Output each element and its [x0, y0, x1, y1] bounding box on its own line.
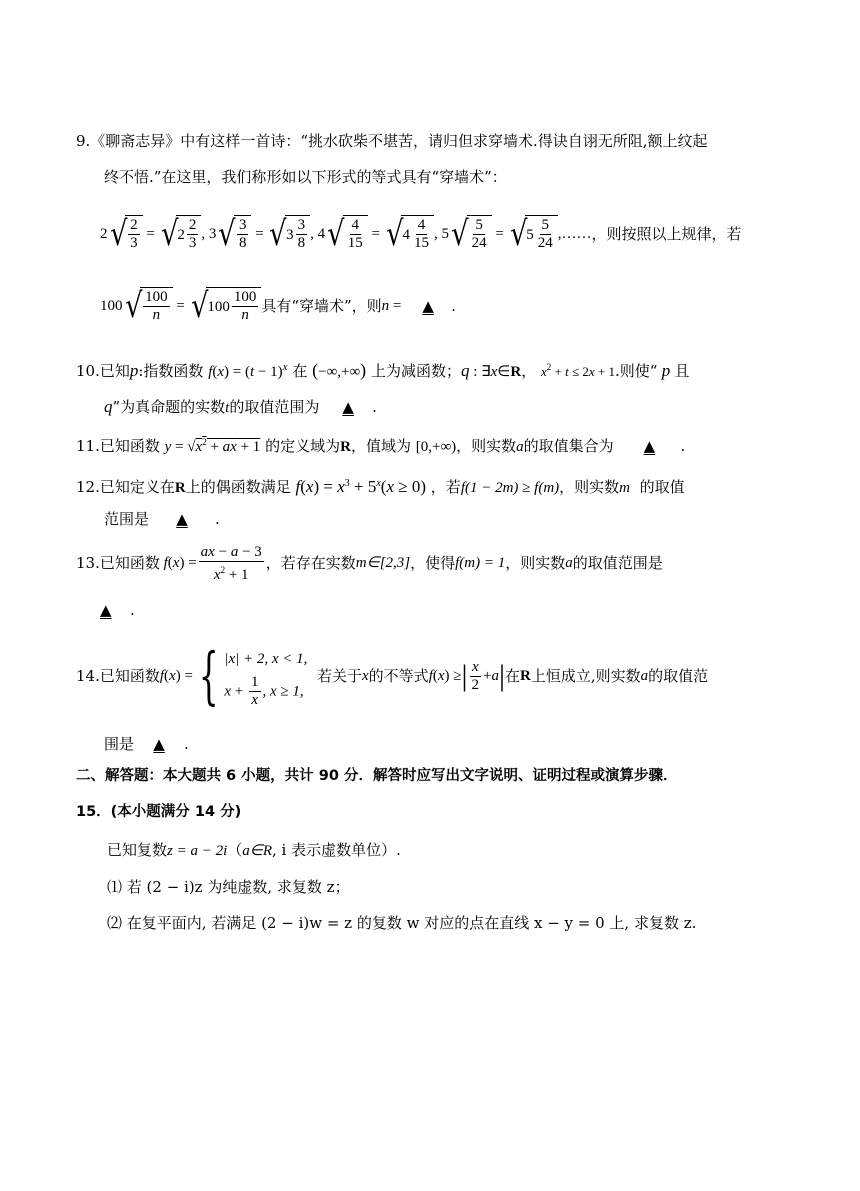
- q10-prefix: 10.已知: [76, 362, 130, 380]
- section2-heading: 二、解答题：本大题共 6 小题，共计 90 分．解答时应写出文字说明、证明过程或演算步骤．: [76, 768, 678, 784]
- q14-a-var: a: [640, 668, 649, 684]
- q12-answer-blank[interactable]: ▲: [176, 510, 188, 528]
- q10-range-text: 的取值范围为: [229, 398, 320, 416]
- q14-line2-text: 围是: [104, 735, 135, 753]
- q15-stem: [107, 840, 401, 861]
- q14-prefix: 14.已知函数: [76, 667, 160, 685]
- q13-eq: f(m) = 1: [455, 555, 506, 571]
- q9-end: .: [451, 297, 456, 315]
- q14-answer-blank[interactable]: ▲: [153, 735, 165, 753]
- q11-set-text: 的取值集合为: [523, 437, 614, 455]
- q15-z-def: z = a − 2i: [167, 843, 228, 859]
- q10-so: .则使“: [615, 362, 658, 380]
- q14-x-var: x: [362, 668, 369, 684]
- q11-answer-blank[interactable]: ▲: [643, 437, 656, 455]
- q14-ineq-text: 的不等式: [368, 667, 429, 685]
- q11-interval: [0,+∞): [415, 439, 457, 455]
- q13-exist-text: ，若存在实数: [265, 554, 356, 572]
- q15-title: 15．(本小题满分 14 分): [76, 804, 242, 820]
- q13-range-text: 的取值范围是: [572, 554, 663, 572]
- q15-stem-prefix: 已知复数: [107, 841, 168, 859]
- q10-answer-blank[interactable]: ▲: [342, 398, 354, 416]
- q9-n-var: n: [381, 298, 390, 314]
- q15-part1: ⑴ 若 (2 − i)z 为纯虚数, 求复数 z；: [107, 878, 350, 896]
- q15-part2: ⑵ 在复平面内, 若满足 (2 − i)w = z 的复数 w 对应的点在直线 x − y = 0 上, 求复数 z.: [107, 914, 697, 932]
- q10-line2: q”为真命题的实数t的取值范围为 ▲ .: [104, 397, 377, 416]
- q11-domain-text: 的定义域为: [265, 437, 341, 455]
- q14-cases: |x| + 2, x < 1, x + $\frac{1}{x}$ , x ≥ 1,: [224, 644, 307, 709]
- q13-line1: 13.已知函数 f ( x ) = $\frac{ax - a - 3}{x^2 + 1}$ ，若存在实数 m∈[2,3] ，使得 f(m) = 1 ，则实数 a 的取值范围是: [76, 543, 663, 583]
- q14-case2-tail: , x ≥ 1,: [262, 683, 304, 699]
- q14-line2: 围是 ▲ .: [104, 735, 189, 753]
- q10-p: p: [129, 361, 139, 380]
- q12-m-var: m: [619, 480, 631, 496]
- q14-always-text: 上恒成立,则实数: [530, 667, 641, 685]
- q9-formula-row: 2 √ $\frac{2}{3}$ = √ 2 $\frac{2}{3}$ , 3 √ $\frac{3}{8}$ = √ 3 $\frac{3}{8}$ , 4 √ $\frac{4}{15}$ = √ 4 $\frac{4}{15}$ , 5 √ $\frac{5}{24}$ = √ 5 $\frac{5}{24}$ ,…… ，则按照以上规律，若: [100, 214, 742, 254]
- q13-line2: ▲ .: [100, 601, 135, 619]
- q13-such-text: ，使得: [410, 554, 456, 572]
- q15-stem-mid: （: [227, 841, 243, 859]
- q11-tail: ，则实数: [456, 437, 517, 455]
- q11-range-text: ，值域为: [350, 437, 411, 455]
- q13-a-var: a: [565, 555, 573, 571]
- q10-and: 且: [674, 362, 690, 380]
- q9-has-text: 具有“穿墙术”，则: [261, 297, 382, 315]
- q14-hold-text: 在: [505, 667, 521, 685]
- q9-line1: 9.《聊斋志异》中有这样一首诗：“挑水砍柴不堪苦，请归但求穿墙术.得诀自诩无所阻,额上纹起: [76, 132, 708, 150]
- q14-case1: |x| + 2, x < 1,: [224, 650, 308, 667]
- q10-colon1: :指数函数: [138, 362, 204, 380]
- q15-stem-tail: , i 表示虚数单位）.: [272, 841, 401, 859]
- q13-answer-blank[interactable]: ▲: [100, 601, 112, 619]
- q14-cond-text: 若关于: [316, 667, 362, 685]
- q12-line1: 12.已知定义在R上的偶函数满足 $f(x) = x^3 + 5^x(x \ge 0)$ ，若f(1 − 2m) ≥ f(m)，则实数m 的取值: [76, 477, 685, 496]
- q10-t-var: t: [225, 400, 230, 416]
- q10-line1: 10.已知p:指数函数 $f(x) = (t - 1)^x$ 在 (−∞,+∞) 上为减函数；q : ∃x∈R， $x^2 + t \le 2x + 1$.则使“ p 且: [76, 360, 690, 380]
- q12-range-text: 的取值: [639, 478, 685, 496]
- q13-prefix: 13.已知函数: [76, 554, 160, 572]
- q10-R: R: [510, 364, 522, 380]
- q9-rule-tail: ，则按照以上规律，若: [591, 225, 742, 243]
- q12-line2: 范围是 ▲ .: [104, 510, 220, 528]
- q9-line2: 终不悟.”在这里，我们称形如以下形式的等式具有“穿墙术”：: [104, 168, 507, 186]
- q10-decreasing: 上为减函数；: [370, 362, 461, 380]
- q9-answer-blank[interactable]: ▲: [422, 297, 434, 315]
- q14-range-text: 的取值范: [648, 667, 709, 685]
- q11-a-var: a: [516, 439, 524, 455]
- q10-line2-tail: ”为真命题的实数: [112, 398, 226, 416]
- q13-tail: ，则实数: [505, 554, 566, 572]
- q12-cond: ，若: [430, 478, 461, 496]
- q12-ineq: f(1 − 2m) ≥ f(m): [460, 480, 560, 496]
- q9-question-row: 100 √ $\frac{100}{n}$ = √ 100 $\frac{100}{n}$ 具有“穿墙术”，则 n = ▲ .: [100, 286, 456, 326]
- q12-tail: ，则实数: [559, 478, 620, 496]
- q12-prefix: 12.已知定义在: [76, 478, 175, 496]
- q11-line: 11.已知函数 $y = √x^2$ + ax + 1 的定义域为R，值域为 [0,+∞)，则实数a的取值集合为 ▲ .: [76, 437, 686, 455]
- q14-line1: 14.已知函数 f ( x ) = { |x| + 2, x < 1, x + $\frac{1}{x}$ , x ≥ 1, 若关于 x 的不等式 f ( x ) ≥ | $\frac{x}{2}$ + a | 在 R 上恒成立,则实数 a 的取值范: [76, 639, 709, 712]
- q11-prefix: 11.已知函数: [76, 437, 160, 455]
- q10-on: 在: [292, 362, 308, 380]
- q10-q: q: [460, 361, 470, 380]
- q15-a-in-R: a∈R: [242, 843, 273, 859]
- q13-interval: m∈[2,3]: [355, 555, 411, 571]
- q12-even-text: 上的偶函数满足: [185, 478, 291, 496]
- q12-line2-text: 范围是: [104, 510, 150, 528]
